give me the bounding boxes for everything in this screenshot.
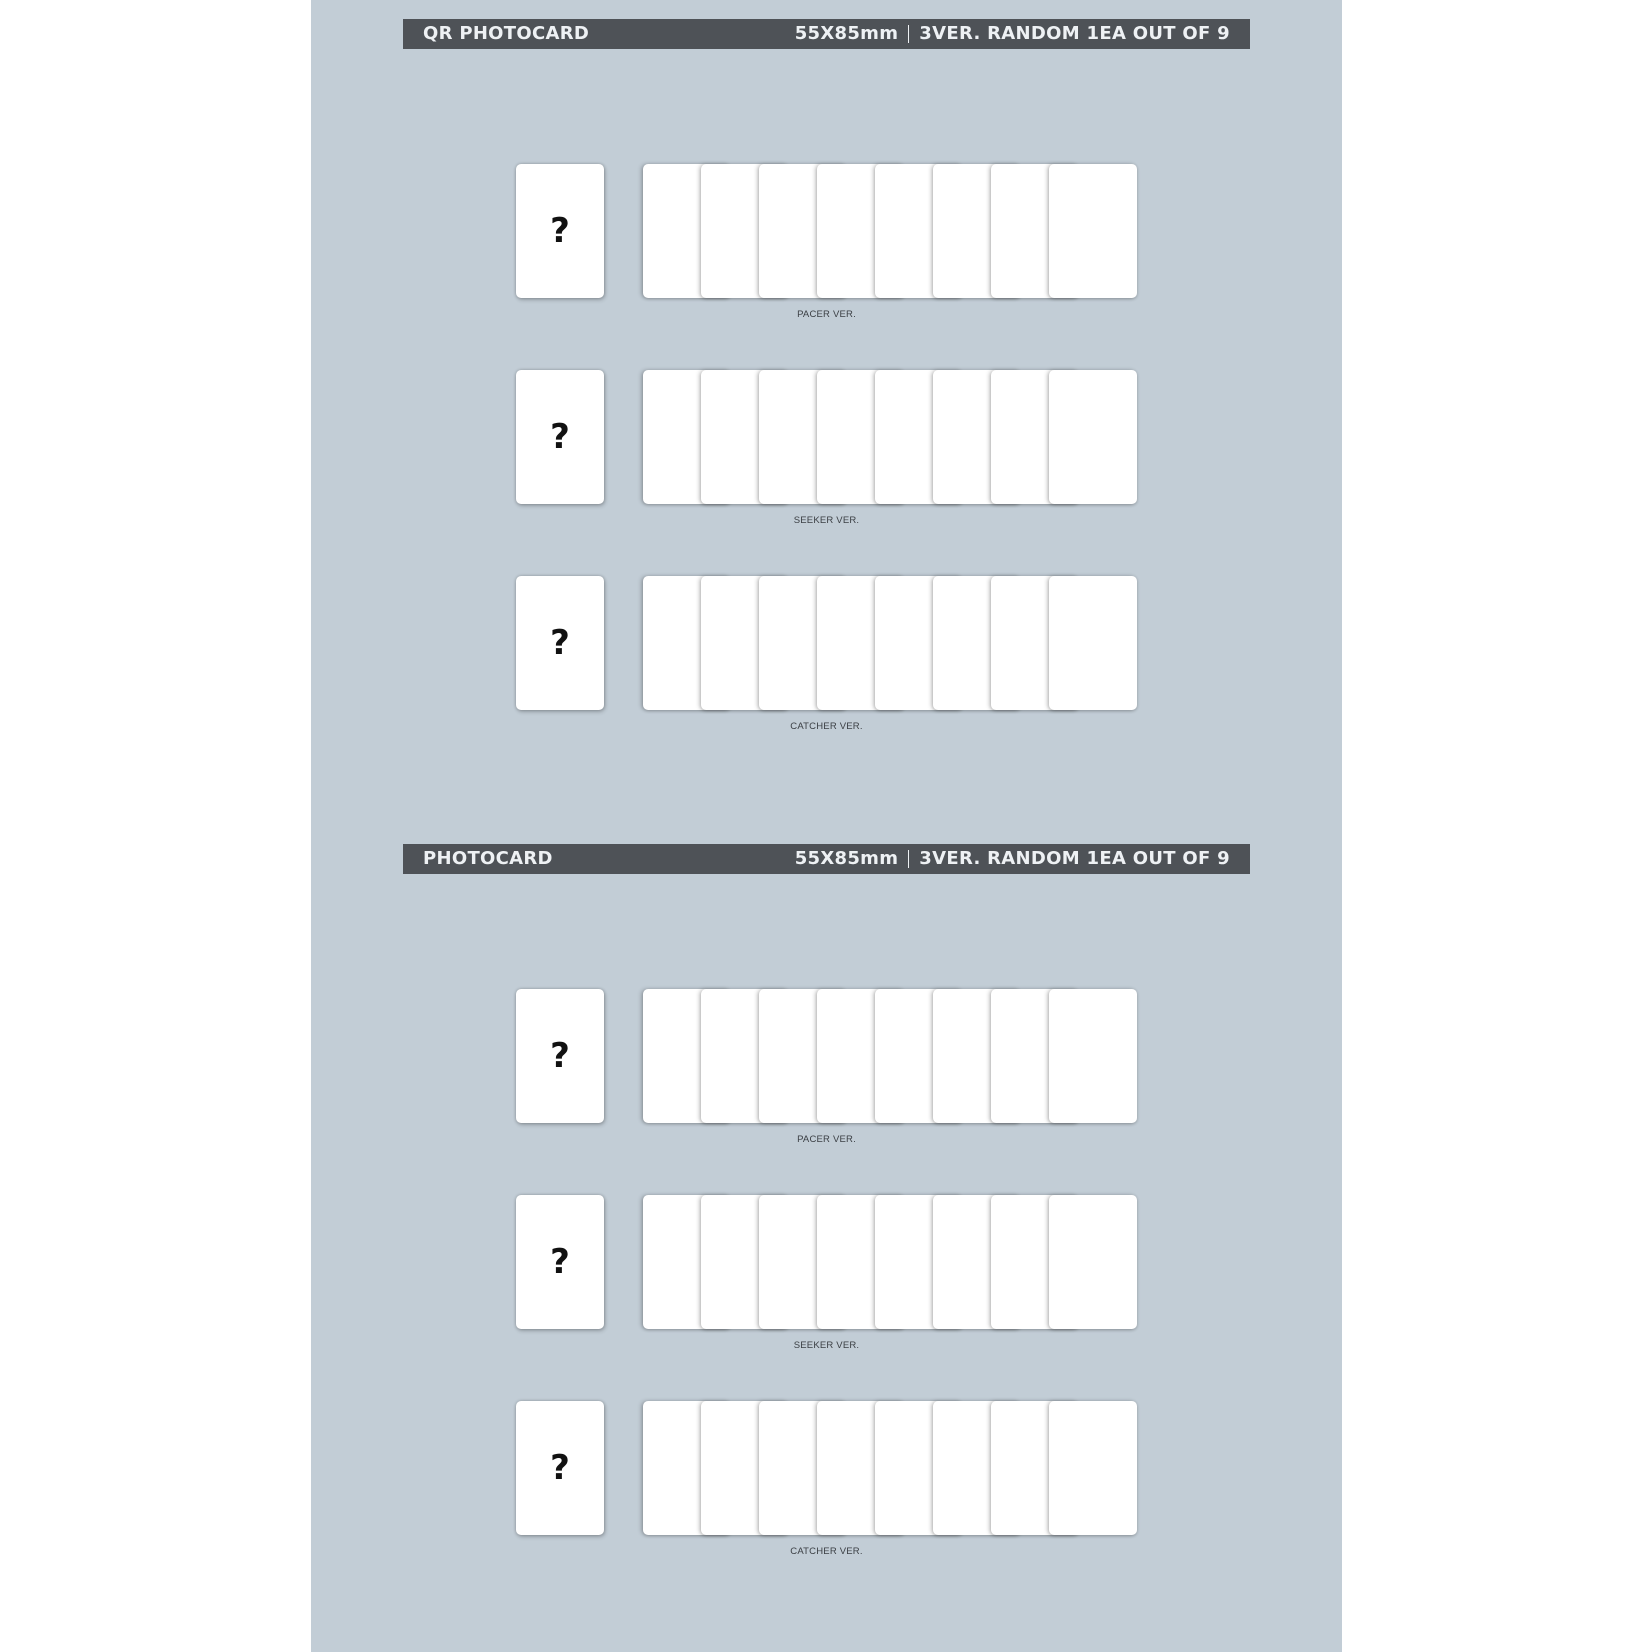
mystery-card xyxy=(516,164,604,298)
question-mark-icon: ? xyxy=(550,1036,570,1076)
photocard-slot xyxy=(1049,576,1137,710)
version-row xyxy=(311,370,1342,530)
random-note: 3VER. RANDOM 1EA OUT OF 9 xyxy=(919,23,1230,44)
card-fan xyxy=(643,989,1143,1123)
divider xyxy=(908,25,909,43)
section-spec xyxy=(795,23,1230,44)
divider xyxy=(908,850,909,868)
card-fan xyxy=(643,576,1143,710)
card-size: 55X85mm xyxy=(794,23,899,44)
photocard-slot xyxy=(1049,1195,1137,1329)
mystery-card xyxy=(516,576,604,710)
card-fan xyxy=(643,164,1143,298)
photocard-slot xyxy=(1049,370,1137,504)
section-header xyxy=(403,19,1250,49)
random-note: 3VER. RANDOM 1EA OUT OF 9 xyxy=(919,848,1230,869)
card-fan xyxy=(643,370,1143,504)
version-row xyxy=(311,1195,1342,1355)
mystery-card xyxy=(516,1401,604,1535)
version-row xyxy=(311,1401,1342,1561)
photocard-slot xyxy=(1049,989,1137,1123)
card-size: 55X85mm xyxy=(794,848,899,869)
version-row xyxy=(311,576,1342,736)
photocard-slot xyxy=(1049,1401,1137,1535)
mystery-card xyxy=(516,1195,604,1329)
version-row xyxy=(311,164,1342,324)
section-title: QR PHOTOCARD xyxy=(423,23,590,44)
version-label: PACER VER. xyxy=(797,309,856,320)
version-row xyxy=(311,989,1342,1149)
version-label: CATCHER VER. xyxy=(790,1546,863,1557)
version-label: PACER VER. xyxy=(797,1134,856,1145)
question-mark-icon: ? xyxy=(550,623,570,663)
photocard-slot xyxy=(1049,164,1137,298)
product-info-panel xyxy=(311,0,1342,1652)
section-title: PHOTOCARD xyxy=(423,848,553,869)
section-spec xyxy=(795,848,1230,869)
version-label: CATCHER VER. xyxy=(790,721,863,732)
question-mark-icon: ? xyxy=(550,1448,570,1488)
question-mark-icon: ? xyxy=(550,1242,570,1282)
mystery-card xyxy=(516,989,604,1123)
card-fan xyxy=(643,1401,1143,1535)
card-fan xyxy=(643,1195,1143,1329)
section-header xyxy=(403,844,1250,874)
question-mark-icon: ? xyxy=(550,417,570,457)
version-label: SEEKER VER. xyxy=(793,515,860,526)
mystery-card xyxy=(516,370,604,504)
question-mark-icon: ? xyxy=(550,211,570,251)
version-label: SEEKER VER. xyxy=(793,1340,860,1351)
